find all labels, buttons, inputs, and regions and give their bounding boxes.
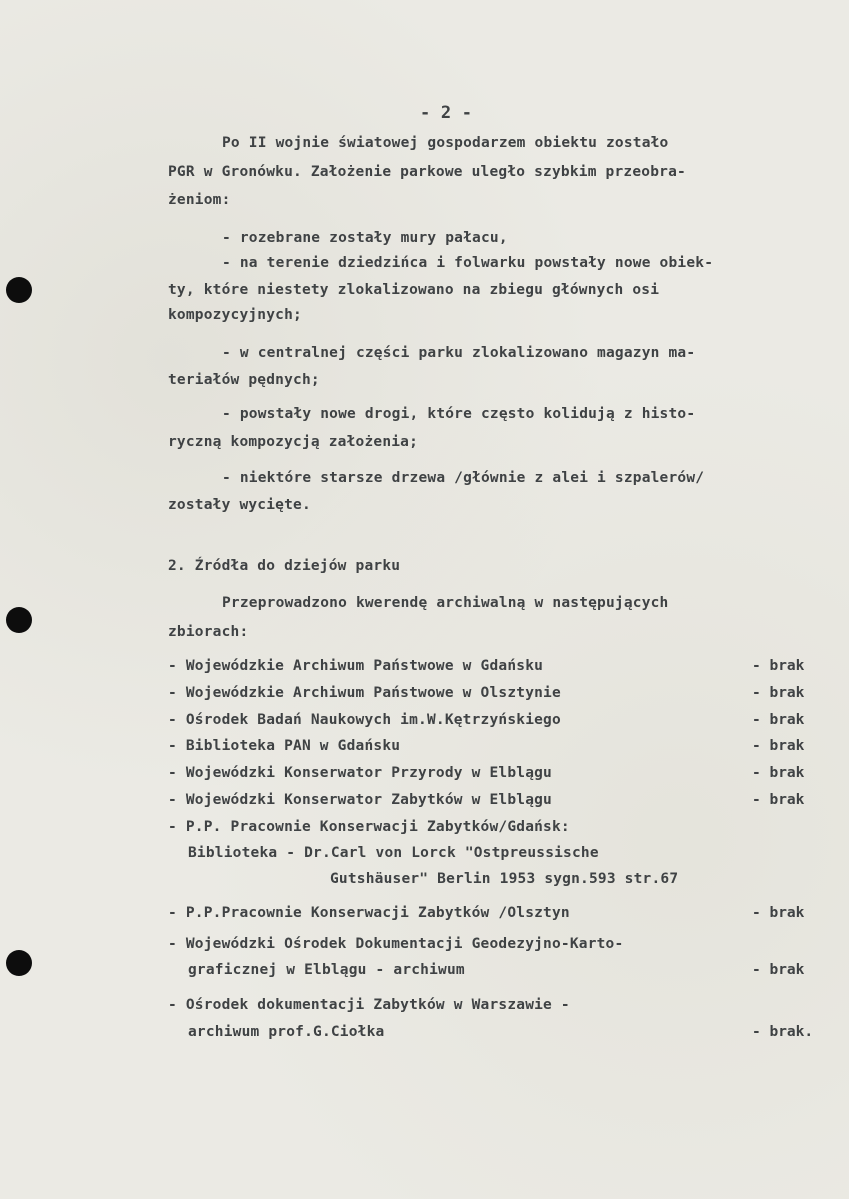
source-detail: graficznej w Elblągu - archiwum bbox=[188, 962, 465, 978]
punch-hole bbox=[6, 277, 32, 303]
change-item: zostały wycięte. bbox=[168, 497, 311, 513]
intro-line: PGR w Gronówku. Założenie parkowe uległo szybkim przeobra- bbox=[168, 164, 686, 180]
change-item: - rozebrane zostały mury pałacu, bbox=[222, 230, 508, 246]
source-item: - Ośrodek Badań Naukowych im.W.Kętrzyńskiego bbox=[168, 712, 561, 728]
punch-hole bbox=[6, 950, 32, 976]
source-detail: Gutshäuser" Berlin 1953 sygn.593 str.67 bbox=[330, 871, 679, 887]
source-detail: Biblioteka - Dr.Carl von Lorck "Ostpreussische bbox=[188, 845, 599, 861]
source-item: - Wojewódzki Ośrodek Dokumentacji Geodezyjno-Karto- bbox=[168, 936, 624, 952]
source-item: - P.P. Pracownie Konserwacji Zabytków/Gdańsk: bbox=[168, 819, 570, 835]
source-result: - brak bbox=[752, 792, 805, 808]
source-result: - brak bbox=[752, 685, 805, 701]
source-result: - brak bbox=[752, 738, 805, 754]
source-result: - brak bbox=[752, 962, 805, 978]
source-result: - brak bbox=[752, 712, 805, 728]
change-item: ryczną kompozycją założenia; bbox=[168, 434, 419, 450]
section-intro: zbiorach: bbox=[168, 624, 249, 640]
source-item: - Ośrodek dokumentacji Zabytków w Warszawie - bbox=[168, 997, 570, 1013]
page-number: - 2 - bbox=[420, 103, 473, 123]
change-item: - niektóre starsze drzewa /głównie z alei i szpalerów/ bbox=[222, 470, 705, 486]
punch-hole bbox=[6, 607, 32, 633]
source-result: - brak bbox=[752, 765, 805, 781]
change-item: - na terenie dziedzińca i folwarku powstały nowe obiek- bbox=[222, 255, 714, 271]
section-heading: 2. Źródła do dziejów parku bbox=[168, 558, 401, 574]
source-result: - brak. bbox=[752, 1024, 814, 1040]
change-item: ty, które niestety zlokalizowano na zbiegu głównych osi bbox=[168, 282, 660, 298]
change-item: - w centralnej części parku zlokalizowano magazyn ma- bbox=[222, 345, 696, 361]
source-item: - Wojewódzkie Archiwum Państwowe w Gdańsku bbox=[168, 658, 544, 674]
source-item: - Wojewódzkie Archiwum Państwowe w Olsztynie bbox=[168, 685, 561, 701]
change-item: - powstały nowe drogi, które często kolidują z histo- bbox=[222, 406, 696, 422]
change-item: teriałów pędnych; bbox=[168, 372, 320, 388]
source-result: - brak bbox=[752, 658, 805, 674]
source-item: - Biblioteka PAN w Gdańsku bbox=[168, 738, 401, 754]
source-item: - P.P.Pracownie Konserwacji Zabytków /Olsztyn bbox=[168, 905, 570, 921]
source-detail: archiwum prof.G.Ciołka bbox=[188, 1024, 385, 1040]
intro-line: Po II wojnie światowej gospodarzem obiektu zostało bbox=[222, 135, 669, 151]
source-result: - brak bbox=[752, 905, 805, 921]
change-item: kompozycyjnych; bbox=[168, 307, 302, 323]
intro-line: żeniom: bbox=[168, 192, 231, 208]
source-item: - Wojewódzki Konserwator Zabytków w Elblągu bbox=[168, 792, 552, 808]
section-intro: Przeprowadzono kwerendę archiwalną w następujących bbox=[222, 595, 669, 611]
source-item: - Wojewódzki Konserwator Przyrody w Elblągu bbox=[168, 765, 552, 781]
